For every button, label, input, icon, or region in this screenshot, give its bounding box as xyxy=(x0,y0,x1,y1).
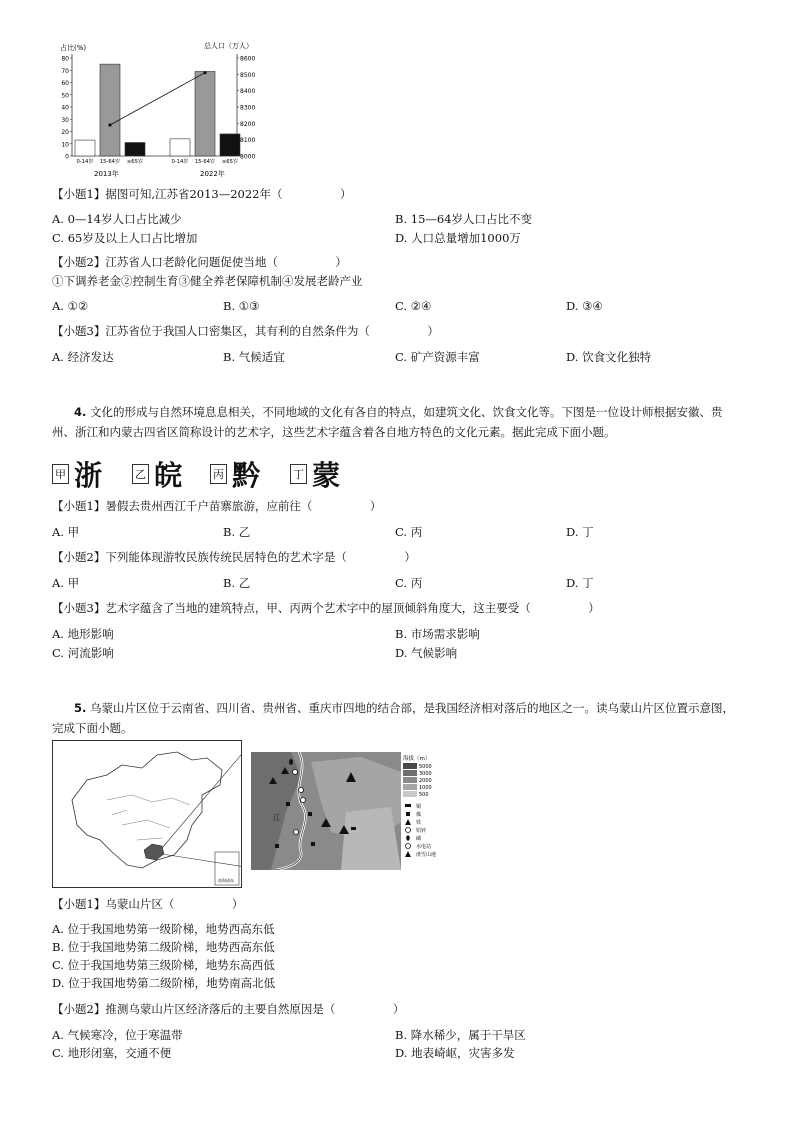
inset-label: 南海诸岛 xyxy=(218,878,234,883)
bar xyxy=(170,139,190,156)
q4-passage xyxy=(52,402,742,442)
art-label-jia: 甲 xyxy=(52,464,69,484)
left-tick-label: 40 xyxy=(61,104,69,112)
art-yi xyxy=(132,454,182,492)
art-jia xyxy=(52,454,102,492)
q4-s2-option-c[interactable]: C. 丙 xyxy=(395,576,423,590)
right-tick-label: 8500 xyxy=(240,71,256,79)
group-label-2022: 2022年 xyxy=(200,170,225,178)
elev-5000: 5000 xyxy=(419,764,432,770)
q5-s1-option-c[interactable]: C. 位于我国地势第三级阶梯，地势东高西低 xyxy=(52,958,275,972)
bar xyxy=(195,71,215,156)
q4-s3-option-c[interactable]: C. 河流影响 xyxy=(52,646,114,660)
q4-text: 文化的形成与自然环境息息相关，不同地域的文化有各自的特点，如建筑文化、饮食文化等。下图是一位设计师根据安徽、贵州、浙江和内蒙古四省区简称设计的艺术字，这些艺术字蕴含着各自地方特色的文化元素。据此完成下面小题。 xyxy=(52,405,723,439)
q5-text: 乌蒙山片区位于云南省、四川省、贵州省、重庆市四地的结合部，是我国经济相对落后的地区之一。读乌蒙山片区位置示意图，完成下面小题。 xyxy=(52,701,735,735)
art-glyph-zhe: 浙 xyxy=(74,459,102,492)
left-tick-label: 70 xyxy=(61,67,69,75)
legend-iron: 铁 xyxy=(416,820,422,826)
q3-s1-option-a[interactable]: A. 0—14岁人口占比减少 xyxy=(52,212,182,226)
right-tick-label: 8300 xyxy=(240,104,256,112)
legend-phosphorus: 磷 xyxy=(416,836,422,842)
legend-ski: 滑雪山地 xyxy=(416,852,437,858)
art-bing xyxy=(210,454,260,492)
coal-marker xyxy=(286,802,290,806)
q4-s3-option-b[interactable]: B. 市场需求影响 xyxy=(395,627,480,641)
q3-s3-option-b[interactable]: B. 气候适宜 xyxy=(223,350,285,364)
population-point xyxy=(203,71,206,74)
q4-s3-option-a[interactable]: A. 地形影响 xyxy=(52,627,114,641)
art-label-ding: 丁 xyxy=(290,464,307,484)
legend-title: 海拔（m） xyxy=(403,756,431,762)
population-chart xyxy=(52,40,282,180)
q4-s2-option-b[interactable]: B. 乙 xyxy=(223,576,251,590)
q4-s1-option-a[interactable]: A. 甲 xyxy=(52,525,80,539)
right-tick-label: 8400 xyxy=(240,88,256,96)
elev-1000: 1000 xyxy=(419,785,432,791)
river-label: 江 xyxy=(273,814,280,822)
right-tick-label: 8600 xyxy=(240,55,256,63)
right-tick-label: 8000 xyxy=(240,153,256,161)
legend-lead-zinc: 铅锌 xyxy=(416,828,427,834)
population-line xyxy=(110,73,205,125)
left-tick-label: 60 xyxy=(61,80,69,87)
q5-s2-option-a[interactable]: A. 气候寒冷，位于寒温带 xyxy=(52,1028,183,1042)
hydropower-marker xyxy=(299,788,304,793)
q4-s2-stem: 【小题2】下列能体现游牧民族传统民居特色的艺术字是（ ） xyxy=(52,550,416,564)
q4-number: 4. xyxy=(74,405,87,419)
art-glyph-qian: 黔 xyxy=(232,459,260,492)
q5-s1-option-d[interactable]: D. 位于我国地势第二级阶梯，地势南高北低 xyxy=(52,976,276,990)
q3-s2-option-d[interactable]: D. ③④ xyxy=(566,299,603,313)
q3-s1-option-b[interactable]: B. 15—64岁人口占比不变 xyxy=(395,212,533,226)
wumeng-detail-map xyxy=(251,752,451,870)
left-tick-label: 0 xyxy=(65,153,69,161)
elev-2000: 2000 xyxy=(419,778,432,784)
left-tick-label: 20 xyxy=(61,129,69,136)
q4-s2-option-d[interactable]: D. 丁 xyxy=(566,576,594,590)
right-tick-label: 8200 xyxy=(240,120,256,128)
art-ding xyxy=(290,454,340,492)
population-point xyxy=(108,123,111,126)
hydropower-marker xyxy=(301,798,306,803)
q4-s3-stem: 【小题3】艺术字蕴含了当地的建筑特点，甲、丙两个艺术字中的屋顶倾斜角度大，这主要受（ ） xyxy=(52,601,600,615)
q3-s2-stem: 【小题2】江苏省人口老龄化问题促使当地（ ） xyxy=(52,255,347,269)
left-axis-title: 占比(%) xyxy=(60,44,87,52)
q3-s2-items: ①下调养老金②控制生育③健全养老保障机制④发展老龄产业 xyxy=(52,274,363,288)
legend-copper: 铜 xyxy=(416,804,422,810)
art-glyph-wan: 皖 xyxy=(154,459,182,492)
q3-s3-option-d[interactable]: D. 饮食文化独特 xyxy=(566,350,652,364)
elev-500: 500 xyxy=(419,792,429,798)
q3-s1-option-c[interactable]: C. 65岁及以上人口占比增加 xyxy=(52,231,198,245)
category-label: 0-14岁 xyxy=(76,159,94,165)
category-label: 15-64岁 xyxy=(194,159,216,165)
q5-passage xyxy=(52,698,742,738)
q3-s1-option-d[interactable]: D. 人口总量增加1000万 xyxy=(395,231,521,245)
coal-marker xyxy=(308,812,312,816)
phosphorus-marker xyxy=(289,759,293,765)
q5-s2-option-b[interactable]: B. 降水稀少，属于干旱区 xyxy=(395,1028,526,1042)
q5-s2-option-d[interactable]: D. 地表崎岖，灾害多发 xyxy=(395,1046,515,1060)
right-axis-title: 总人口（万人） xyxy=(204,42,253,50)
q5-s2-option-c[interactable]: C. 地形闭塞，交通不便 xyxy=(52,1046,172,1060)
bar xyxy=(75,140,95,156)
q3-s1-stem: 【小题1】据图可知,江苏省2013—2022年（ ） xyxy=(52,187,352,201)
elev-3000: 3000 xyxy=(419,771,432,777)
coal-marker xyxy=(311,842,315,846)
q5-s2-stem: 【小题2】推测乌蒙山片区经济落后的主要自然原因是（ ） xyxy=(52,1002,405,1016)
q3-s3-stem: 【小题3】江苏省位于我国人口密集区，其有利的自然条件为（ ） xyxy=(52,324,439,338)
left-tick-label: 50 xyxy=(61,92,69,100)
legend-hydropower: 水电站 xyxy=(416,844,432,850)
legend-coal: 煤 xyxy=(416,812,422,818)
q4-s3-option-d[interactable]: D. 气候影响 xyxy=(395,646,458,660)
q5-s1-stem: 【小题1】乌蒙山片区（ ） xyxy=(52,897,244,911)
q4-s1-stem: 【小题1】暑假去贵州西江千户苗寨旅游，应前往（ ） xyxy=(52,499,382,513)
hydropower-marker xyxy=(293,770,298,775)
q3-s3-option-c[interactable]: C. 矿产资源丰富 xyxy=(395,350,480,364)
q4-s1-option-b[interactable]: B. 乙 xyxy=(223,525,251,539)
right-tick-label: 8100 xyxy=(240,137,256,145)
left-tick-label: 10 xyxy=(61,141,69,149)
coal-marker xyxy=(275,844,279,848)
q5-s1-option-b[interactable]: B. 位于我国地势第二级阶梯，地势西高东低 xyxy=(52,940,275,954)
q4-s1-option-c[interactable]: C. 丙 xyxy=(395,525,423,539)
art-label-yi: 乙 xyxy=(132,464,149,484)
art-label-bing: 丙 xyxy=(210,464,227,484)
category-label: 15-64岁 xyxy=(99,159,121,165)
q3-s3-option-a[interactable]: A. 经济发达 xyxy=(52,350,114,364)
bar xyxy=(125,143,145,156)
q5-s1-option-a[interactable]: A. 位于我国地势第一级阶梯，地势西高东低 xyxy=(52,922,275,936)
category-label: 0-14岁 xyxy=(171,159,189,165)
bar xyxy=(100,64,120,156)
hydropower-marker xyxy=(294,830,299,835)
group-label-2013: 2013年 xyxy=(94,170,119,178)
art-glyph-meng: 蒙 xyxy=(312,459,340,492)
category-label: ≥65岁 xyxy=(126,159,144,165)
q3-s2-option-a[interactable]: A. ①② xyxy=(52,299,89,313)
left-tick-label: 30 xyxy=(61,116,69,124)
q5-number: 5. xyxy=(74,701,87,715)
left-tick-label: 80 xyxy=(61,55,69,63)
q3-s2-option-b[interactable]: B. ①③ xyxy=(223,299,260,313)
category-label: ≥65岁 xyxy=(221,159,239,165)
china-map xyxy=(52,740,242,888)
q3-s2-option-c[interactable]: C. ②④ xyxy=(395,299,432,313)
q4-s2-option-a[interactable]: A. 甲 xyxy=(52,576,80,590)
bar xyxy=(220,134,240,156)
q4-s1-option-d[interactable]: D. 丁 xyxy=(566,525,594,539)
copper-marker xyxy=(351,827,356,830)
